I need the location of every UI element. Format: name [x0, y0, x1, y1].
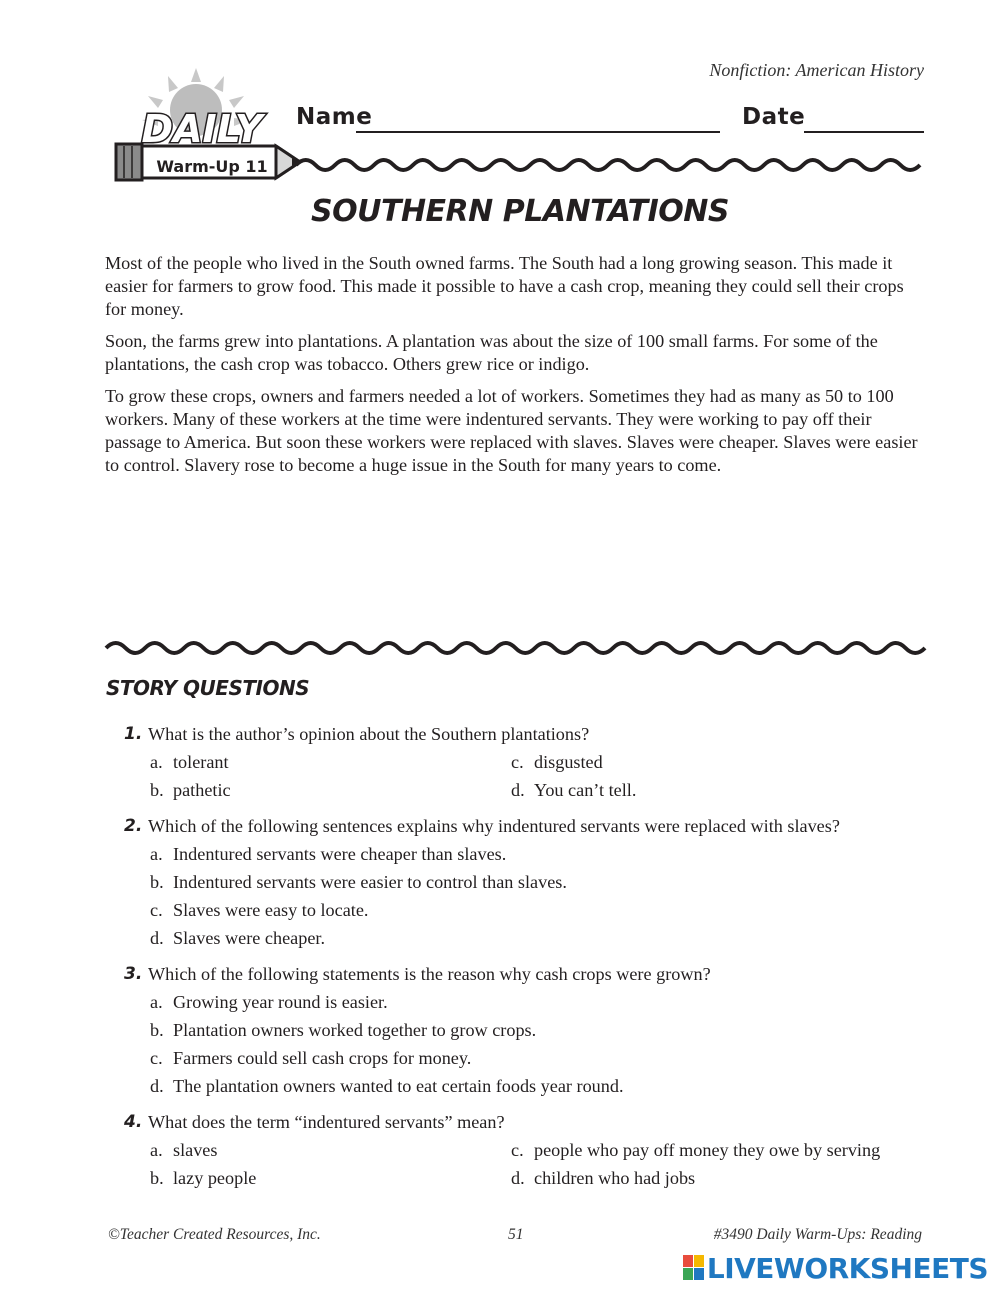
questions-list	[120, 720, 940, 1200]
header-wave-divider	[0, 150, 1000, 180]
footer-page-number: 51	[508, 1226, 524, 1243]
name-label: Name	[296, 104, 373, 130]
answer-option[interactable]: d. The plantation owners wanted to eat certain foods year round.	[150, 1076, 624, 1096]
liveworksheets-brand[interactable]	[683, 1252, 988, 1284]
answer-option[interactable]: a. Growing year round is easier.	[150, 992, 388, 1012]
answer-option[interactable]: b. Indentured servants were easier to control than slaves.	[150, 872, 567, 892]
answer-option[interactable]: a. tolerant	[150, 752, 229, 772]
brand-name: LIVEWORKSHEETS	[706, 1251, 988, 1285]
answer-option[interactable]: a. Indentured servants were cheaper than slaves.	[150, 844, 507, 864]
answer-option[interactable]: b. pathetic	[150, 780, 231, 800]
question-number: 2.	[124, 816, 143, 836]
logo-word: DAILY	[141, 107, 263, 151]
question-number: 4.	[124, 1112, 143, 1132]
question-text: Which of the following statements is the reason why cash crops were grown?	[148, 964, 711, 984]
footer-book-title: #3490 Daily Warm-Ups: Reading	[713, 1226, 922, 1243]
answer-option[interactable]: b. lazy people	[150, 1168, 257, 1188]
subject-label: Nonfiction: American History	[709, 60, 924, 80]
question-4	[120, 1108, 940, 1192]
answer-option[interactable]: a. slaves	[150, 1140, 218, 1160]
answer-option[interactable]: d. You can’t tell.	[511, 780, 637, 800]
name-input-line[interactable]	[356, 131, 720, 133]
liveworksheets-logo-icon	[683, 1255, 705, 1281]
passage	[105, 252, 925, 486]
answer-option[interactable]: c. people who pay off money they owe by serving	[511, 1140, 881, 1160]
passage-paragraph: Soon, the farms grew into plantations. A plantation was about the size of 100 small farms. For some of the plantations, the cash crop was tobacco. Others grew rice or indigo.	[105, 331, 878, 374]
question-2	[120, 812, 940, 952]
footer-copyright: ©Teacher Created Resources, Inc.	[108, 1226, 321, 1243]
answer-option[interactable]: d. children who had jobs	[511, 1168, 696, 1188]
passage-paragraph: Most of the people who lived in the South owned farms. The South had a long growing season. This made it easier for farmers to grow food. This made it possible to have a cash crop, meaning they could sell their crops for money.	[105, 253, 904, 319]
story-questions-heading: STORY QUESTIONS	[106, 676, 310, 700]
passage-paragraph: To grow these crops, owners and farmers needed a lot of workers. Sometimes they had as many as 50 to 100 workers. Many of these workers at the time were indentured servants. They were working to pay off their passage to America. But soon these workers were replaced with slaves. Slaves were cheaper. Slaves were easier to control. Slavery rose to become a huge issue in the South for many years to come.	[105, 386, 918, 475]
question-number: 1.	[124, 724, 143, 744]
question-text: What is the author’s opinion about the Southern plantations?	[148, 724, 590, 744]
question-number: 3.	[124, 964, 143, 984]
question-1	[120, 720, 940, 804]
page-title: SOUTHERN PLANTATIONS	[311, 194, 729, 229]
answer-option[interactable]: b. Plantation owners worked together to grow crops.	[150, 1020, 537, 1040]
question-text: What does the term “indentured servants” mean?	[148, 1112, 505, 1132]
name-date-row	[296, 104, 924, 140]
question-text: Which of the following sentences explains why indentured servants were replaced with slaves?	[148, 816, 840, 836]
answer-option[interactable]: c. Slaves were easy to locate.	[150, 900, 369, 920]
question-3	[120, 960, 940, 1100]
date-input-line[interactable]	[804, 131, 924, 133]
answer-option[interactable]: c. Farmers could sell cash crops for money.	[150, 1048, 472, 1068]
section-wave-divider	[0, 633, 1000, 663]
date-label: Date	[742, 104, 806, 130]
answer-option[interactable]: c. disgusted	[511, 752, 603, 772]
answer-option[interactable]: d. Slaves were cheaper.	[150, 928, 325, 948]
logo-subtitle: Warm-Up 11	[156, 157, 268, 176]
